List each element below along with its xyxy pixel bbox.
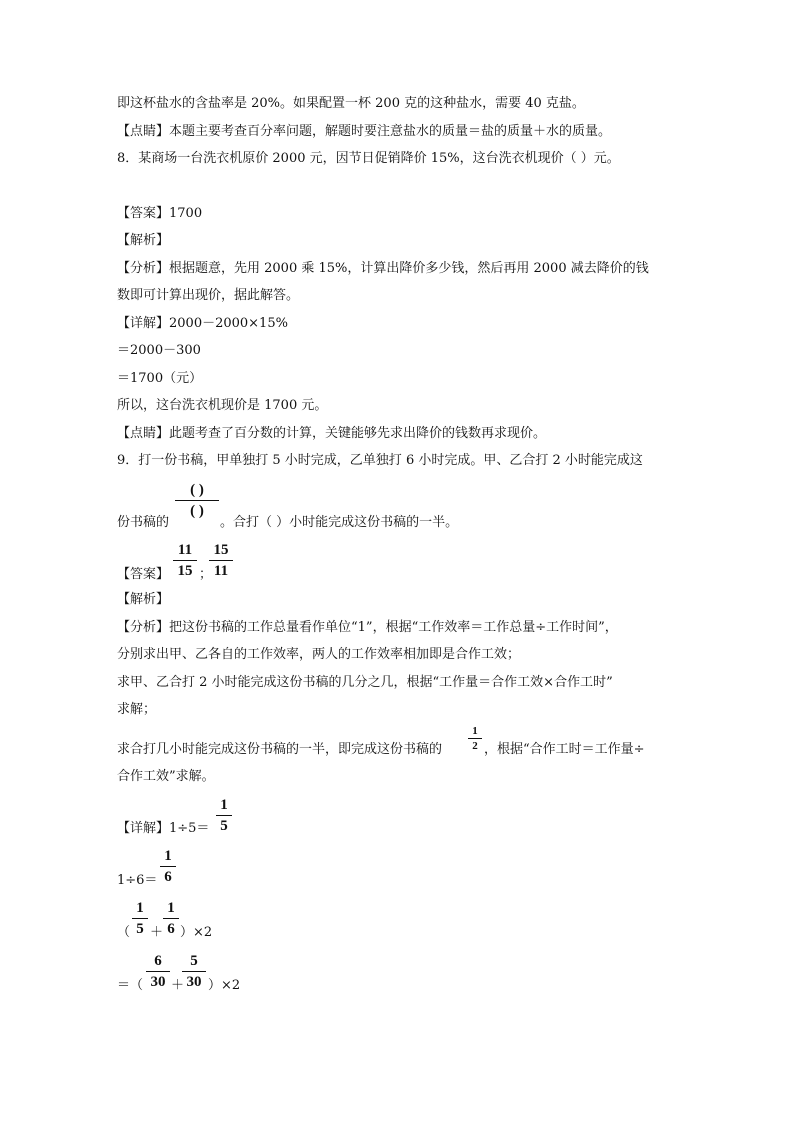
fraction [182, 953, 206, 990]
answer-fraction [173, 542, 197, 579]
half-fraction [468, 725, 482, 752]
fraction-bar [175, 500, 219, 501]
fraction-denominator: 5 [220, 818, 228, 834]
text-line: ）×2 [208, 978, 241, 993]
text-line: 合作工效”求解。 [117, 769, 215, 784]
fraction [163, 900, 179, 937]
text-line: 份书稿的 [117, 515, 170, 530]
text-line: ＝（ [117, 978, 144, 993]
fraction-numerator: 15 [213, 542, 229, 558]
fraction [160, 848, 176, 885]
separator: ； [199, 567, 213, 582]
fraction-denominator: 5 [136, 921, 144, 937]
text-line: 即这杯盐水的含盐率是 20%。如果配置一杯 200 克的这种盐水，需要 40 克盐。 [117, 96, 585, 111]
fraction-bar [209, 560, 233, 561]
fraction [146, 953, 170, 990]
text-line: 数即可计算出现价，据此解答。 [117, 288, 300, 303]
text-line: 【点睛】本题主要考查百分率问题，解题时要注意盐水的质量＝盐的质量＋水的质量。 [117, 124, 612, 139]
fraction-bar [146, 971, 170, 972]
analysis-heading: 【解析】 [117, 592, 170, 607]
fraction-numerator: 1 [167, 900, 175, 916]
plus-sign: ＋ [150, 925, 164, 940]
fraction-denominator: 11 [213, 563, 229, 579]
fraction-denominator: ( ) [190, 503, 204, 519]
text-line: （ [117, 925, 131, 940]
fraction-numerator: ( ) [190, 482, 204, 498]
fraction-denominator: 30 [186, 974, 202, 990]
answer-label: 【答案】1700 [117, 206, 203, 221]
question-9: 9．打一份书稿，甲单独打 5 小时完成，乙单独打 6 小时完成。甲、乙合打 2 小时能完成这 [117, 453, 643, 468]
fraction-denominator: 15 [177, 563, 193, 579]
text-line: 【分析】根据题意，先用 2000 乘 15%，计算出降价多少钱，然后再用 2000 减去降价的钱 [117, 261, 649, 276]
text-line: ＝2000－300 [117, 343, 201, 358]
text-line: 求甲、乙合打 2 小时能完成这份书稿的几分之几，根据“工作量＝合作工效×合作工时” [117, 675, 613, 690]
text-line: 分别求出甲、乙各自的工作效率，两人的工作效率相加即是合作工效； [117, 647, 521, 662]
text-line: 求解； [117, 702, 157, 717]
answer-label: 【答案】 [117, 567, 170, 582]
fraction-numerator: 1 [472, 725, 478, 737]
text-line: 求合打几小时能完成这份书稿的一半，即完成这份书稿的 [117, 742, 443, 757]
text-line: 1÷6＝ [117, 873, 158, 888]
fraction-numerator: 5 [190, 953, 198, 969]
fraction-bar [468, 738, 482, 739]
fraction-bar [163, 918, 179, 919]
text-line: 。合打（ ）小时能完成这份书稿的一半。 [220, 515, 459, 530]
fraction-bar [132, 918, 148, 919]
text-line: 【分析】把这份书稿的工作总量看作单位“1”，根据“工作效率＝工作总量÷工作时间”， [117, 620, 618, 635]
answer-fraction [209, 542, 233, 579]
fraction-bar [216, 815, 232, 816]
text-line: ）×2 [180, 925, 213, 940]
fraction-denominator: 6 [164, 869, 172, 885]
fraction-denominator: 6 [167, 921, 175, 937]
fraction-numerator: 1 [220, 797, 228, 813]
fraction-bar [173, 560, 197, 561]
text-line: 所以，这台洗衣机现价是 1700 元。 [117, 398, 328, 413]
fraction-bar [160, 866, 176, 867]
fraction [216, 797, 232, 834]
text-line: 【详解】2000－2000×15% [117, 316, 288, 331]
fraction-bar [182, 971, 206, 972]
text-line: ，根据“合作工时＝工作量÷ [484, 742, 645, 757]
analysis-heading: 【解析】 [117, 233, 170, 248]
fraction-denominator: 30 [150, 974, 166, 990]
fraction-denominator: 2 [472, 740, 478, 752]
fraction-numerator: 1 [164, 848, 172, 864]
plus-sign: ＋ [171, 978, 185, 993]
text-line: ＝1700（元） [117, 371, 203, 386]
text-line: 【详解】1÷5＝ [117, 821, 210, 836]
fraction-numerator: 11 [177, 542, 193, 558]
fraction [132, 900, 148, 937]
fraction-numerator: 1 [136, 900, 144, 916]
text-line: 【点睛】此题考查了百分数的计算，关键能够先求出降价的钱数再求现价。 [117, 426, 547, 441]
fraction-numerator: 6 [154, 953, 162, 969]
question-8: 8．某商场一台洗衣机原价 2000 元，因节日促销降价 15%，这台洗衣机现价（ ）元。 [117, 151, 620, 166]
blank-fraction [175, 482, 219, 519]
